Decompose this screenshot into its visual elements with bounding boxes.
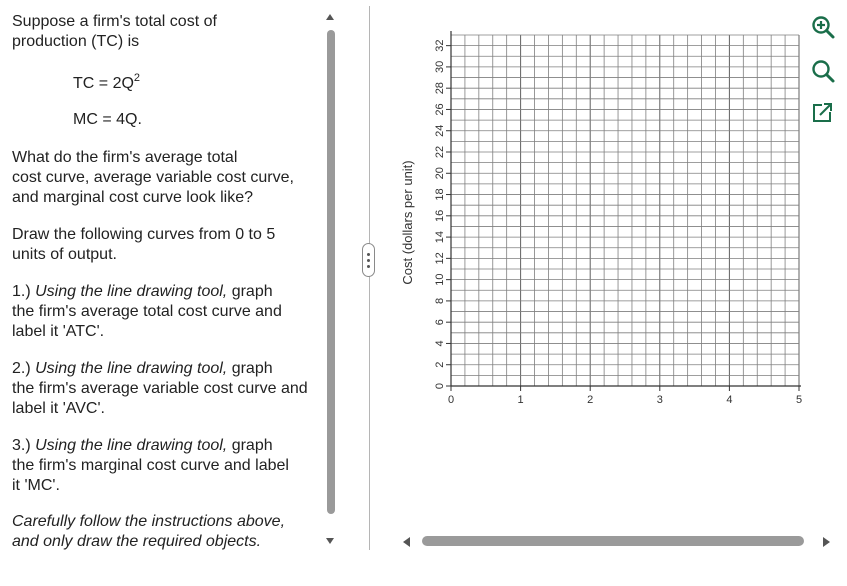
zoom-in-button[interactable] xyxy=(810,14,836,40)
step-3: the firm's marginal cost curve and label xyxy=(12,457,289,474)
step-1: 1.) Using the line drawing tool, graph xyxy=(12,283,273,300)
scroll-left-arrow[interactable] xyxy=(403,537,410,547)
x-tick-label: 2 xyxy=(587,394,594,406)
step-1: the firm's average total cost curve and xyxy=(12,303,282,320)
zoom-in-icon xyxy=(810,14,836,40)
y-tick-label: 30 xyxy=(434,60,446,74)
horizontal-scrollbar-thumb[interactable] xyxy=(422,536,804,546)
y-tick-label: 10 xyxy=(434,273,446,286)
y-axis-ticks xyxy=(434,40,451,390)
y-tick-label: 8 xyxy=(434,297,446,304)
intro-text: production (TC) is xyxy=(12,33,140,50)
instruction-text: Draw the following curves from 0 to 5 xyxy=(12,226,276,243)
question-panel xyxy=(0,0,322,586)
graph-grid xyxy=(451,35,799,386)
cost-graph[interactable] xyxy=(380,20,812,420)
question-text: What do the firm's average total xyxy=(12,149,238,166)
y-tick-label: 0 xyxy=(434,382,446,390)
x-tick-label: 5 xyxy=(795,394,803,406)
y-tick-label: 28 xyxy=(434,82,446,95)
tc-equation: TC = $2Q^2$ xyxy=(73,72,141,92)
mc-equation: MC = 4Q. xyxy=(73,111,142,128)
intro-text: Suppose a firm's total cost of xyxy=(12,13,217,30)
x-tick-label: 0 xyxy=(447,394,455,406)
y-tick-label: 32 xyxy=(434,39,446,52)
pane-splitter-handle[interactable] xyxy=(362,243,375,277)
y-tick-label: 16 xyxy=(434,209,446,222)
popout-icon xyxy=(810,100,836,126)
zoom-out-button[interactable] xyxy=(810,58,836,84)
popout-button[interactable] xyxy=(810,100,836,126)
pane-divider xyxy=(369,6,370,550)
step-2: 2.) Using the line drawing tool, graph xyxy=(12,360,273,377)
y-tick-label: 22 xyxy=(434,145,446,159)
x-tick-label: 1 xyxy=(517,394,524,406)
x-axis-ticks xyxy=(448,386,802,406)
y-tick-label: 6 xyxy=(434,319,446,326)
zoom-out-icon xyxy=(810,58,836,84)
step-3: it 'MC'. xyxy=(12,477,60,494)
y-tick-label: 2 xyxy=(434,361,446,368)
y-axis-label: Cost (dollars per unit) xyxy=(400,160,415,285)
y-tick-label: 24 xyxy=(434,124,446,137)
instruction-text: units of output. xyxy=(12,246,117,263)
vertical-scrollbar-thumb[interactable] xyxy=(327,30,335,514)
scroll-up-arrow[interactable] xyxy=(326,14,334,20)
y-tick-label: 14 xyxy=(434,230,446,244)
step-2: label it 'AVC'. xyxy=(12,400,105,417)
y-tick-label: 26 xyxy=(434,103,446,116)
x-tick-label: 4 xyxy=(726,394,733,406)
caution-text: and only draw the required objects. xyxy=(12,533,262,550)
scroll-down-arrow[interactable] xyxy=(326,538,334,544)
step-1: label it 'ATC'. xyxy=(12,323,105,340)
step-2: the firm's average variable cost curve and xyxy=(12,380,308,397)
y-tick-label: 18 xyxy=(434,188,446,201)
y-tick-label: 12 xyxy=(434,252,446,265)
step-3: 3.) Using the line drawing tool, graph xyxy=(12,437,273,454)
y-tick-label: 20 xyxy=(434,167,446,180)
x-tick-label: 3 xyxy=(656,394,663,406)
question-text: cost curve, average variable cost curve, xyxy=(12,169,294,186)
y-tick-label: 4 xyxy=(434,340,446,347)
caution-text: Carefully follow the instructions above, xyxy=(12,513,286,530)
question-text: and marginal cost curve look like? xyxy=(12,189,254,206)
scroll-right-arrow[interactable] xyxy=(823,537,830,547)
